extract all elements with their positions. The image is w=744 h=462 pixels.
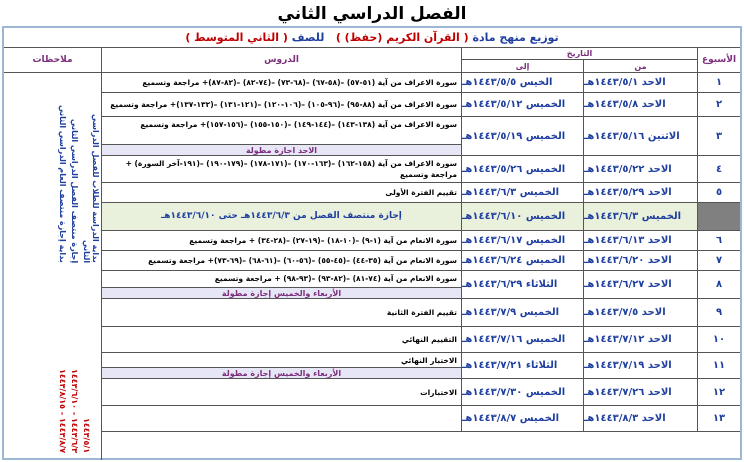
lesson-text: سورة الانعام من آية (١-٩) –(١٠-١٨) –(١٩-٢٧) –(٢٨-٣٤) + مراجعة وتسميع xyxy=(189,236,457,245)
header-from: من xyxy=(584,60,698,73)
row-from: الاحد ١٤٤٣/٧/١٩هـ xyxy=(584,353,698,379)
row-week: ١٣ xyxy=(698,406,740,432)
row-from: الاحد ١٤٤٣/٧/١٢هـ xyxy=(584,327,698,353)
row-from: الخميس ١٤٤٣/٦/٣هـ xyxy=(584,203,698,231)
lesson-text: تقييم الفترة الأولى xyxy=(385,188,457,197)
row-lesson xyxy=(102,156,462,183)
row-from: الاثنين ١٤٤٣/٥/١٦هـ xyxy=(584,117,698,156)
row-week: ١ xyxy=(698,73,740,93)
row-to: الخميس ١٤٤٣/٦/٣هـ xyxy=(462,183,584,203)
row-to: الخميس ١٤٤٣/٥/١٢هـ xyxy=(462,93,584,117)
header-week: الأسبوع xyxy=(698,48,740,73)
row-to: الخميس ١٤٤٣/٦/٢٤هـ xyxy=(462,251,584,271)
row-from: الاحد ١٤٤٣/٥/٢٩هـ xyxy=(584,183,698,203)
banner-prefix: توزيع منهج مادة xyxy=(472,31,559,44)
row-week: ٩ xyxy=(698,299,740,327)
banner-subject: ( القرآن الكريم (حفظ) ) xyxy=(335,31,469,44)
row-to: الخميس ١٤٤٣/٦/١٠هـ xyxy=(462,203,584,231)
row-from: الاحد ١٤٤٣/٦/٢٠هـ xyxy=(584,251,698,271)
row-lesson xyxy=(102,271,462,299)
lesson-text: سورة الاعراف من آية (١٣٨-١٤٣) –(١٤٤-١٤٩) –(١٥٠-١٥٥) –(١٥٦-١٥٧)+ مراجعة وتسميع xyxy=(140,120,457,129)
lesson-note: الاحد اجازة مطولة xyxy=(102,144,461,155)
row-week: ٢ xyxy=(698,93,740,117)
row-lesson xyxy=(102,353,462,379)
row-week: ٤ xyxy=(698,156,740,183)
lesson-text: سورة الاعراف من آية (١٥٨-١٦٢) –(١٦٣-١٧٠) –(١٧١-١٧٨) –(١٧٩-١٩٠) –(١٩١-آخر السورة) + مراجعة وتسميع xyxy=(125,159,457,179)
lesson-text: الاختبار النهائي xyxy=(400,356,457,365)
lesson-note: الأربعاء والخميس إجازة مطولة xyxy=(102,287,461,298)
header-lessons: الدروس xyxy=(102,48,462,73)
row-lesson xyxy=(102,406,462,432)
banner-class: ( الثاني المتوسط ) xyxy=(185,31,288,44)
row-to: الخميس ١٤٤٣/٧/٣٠هـ xyxy=(462,379,584,406)
lesson-text: التقييم النهائي xyxy=(401,335,457,344)
schedule-table xyxy=(2,26,742,460)
lesson-text: تقييم الفترة الثانية xyxy=(386,308,457,317)
note-dates-2: ١٤٤٣/٦/٣ - ١٤٤٣/٦/١٠ xyxy=(70,368,79,453)
row-week: ٦ xyxy=(698,231,740,251)
banner-class-prefix: للصف xyxy=(291,31,325,44)
header-to: إلى xyxy=(462,60,584,73)
row-week: ٣ xyxy=(698,117,740,156)
note-dates-3: ١٤٤٣/٨/٧ - ١٤٤٣/٨/١٥ xyxy=(58,368,67,453)
row-week: ١٠ xyxy=(698,327,740,353)
row-to: الخميس ١٤٤٣/٥/٢٦هـ xyxy=(462,156,584,183)
row-to: الثلاثاء ١٤٤٣/٦/٢٩هـ xyxy=(462,271,584,299)
row-to: الثلاثاء ١٤٤٣/٧/٢١هـ xyxy=(462,353,584,379)
row-lesson xyxy=(102,203,462,231)
row-to: الخميس ١٤٤٣/٧/٩هـ xyxy=(462,299,584,327)
row-from: الاحد ١٤٤٣/٧/٥هـ xyxy=(584,299,698,327)
note-line-1: بداية الدراسة للطلاب للفصل الدراسي الثاني xyxy=(82,114,100,263)
row-lesson xyxy=(102,379,462,406)
note-line-3: بداية إجازة منتصف العام الدراسي الثاني xyxy=(58,105,67,263)
row-to: الخميس ١٤٤٣/٨/٧هـ xyxy=(462,406,584,432)
row-from: الاحد ١٤٤٣/٦/١٣هـ xyxy=(584,231,698,251)
lesson-text: سورة الانعام من آية (٧٤-٨١) –(٨٢-٩٣) –(٩٣-٩٨) + مراجعة وتسميع xyxy=(214,274,457,283)
lesson-text: الاختبارات xyxy=(420,387,457,397)
page-title: الفصل الدراسي الثاني xyxy=(277,4,467,24)
lesson-text: إجازة منتصف الفصل من ١٤٤٣/٦/٣هـ حتى ١٤٤٣/٦/١٠هـ xyxy=(161,211,402,221)
lesson-text: سورة الاعراف من آية (٨٨-٩٥) –(٩٦-١٠٥) –(١٠٦-١٢٠) –(١٢١-١٣١) –(١٣٢-١٣٧)+ مراجعة وتسميع xyxy=(110,100,457,109)
row-to: الخميس ١٤٤٣/٧/١٦هـ xyxy=(462,327,584,353)
lesson-text: سورة الاعراف من آية (٥١-٥٧) –(٥٨-٦٧) –(٦٨-٧٣) –(٧٤-٨٢) –(٨٢-٨٧)+ مراجعة وتسميع xyxy=(142,78,457,87)
row-from: الاحد ١٤٤٣/٨/٣هـ xyxy=(584,406,698,432)
row-week: ١٢ xyxy=(698,379,740,406)
row-from: الاحد ١٤٤٣/٦/٢٧هـ xyxy=(584,271,698,299)
row-lesson xyxy=(102,299,462,327)
row-lesson xyxy=(102,327,462,353)
row-from: الاحد ١٤٤٣/٥/٨هـ xyxy=(584,93,698,117)
row-week xyxy=(698,203,740,231)
row-lesson xyxy=(102,93,462,117)
header-notes: ملاحظات xyxy=(4,48,102,73)
note-line-2: إجازة منتصف الفصل الدراسي الثاني xyxy=(70,118,79,263)
row-to: الخميس ١٤٤٣/٦/١٧هـ xyxy=(462,231,584,251)
row-week: ٨ xyxy=(698,271,740,299)
row-from: الاحد ١٤٤٣/٧/٢٦هـ xyxy=(584,379,698,406)
row-week: ٧ xyxy=(698,251,740,271)
notes-column xyxy=(4,73,102,460)
header-date: التاريخ xyxy=(462,48,698,60)
row-to: الخيس ١٤٤٣/٥/٥هـ xyxy=(462,73,584,93)
row-from: الاحد ١٤٤٣/٥/٢٢هـ xyxy=(584,156,698,183)
row-lesson xyxy=(102,183,462,203)
row-lesson xyxy=(102,231,462,251)
note-dates-1: ١٤٤٣/٥/١ xyxy=(82,417,91,453)
row-to: الخميس ١٤٤٣/٥/١٩هـ xyxy=(462,117,584,156)
table-banner xyxy=(4,28,740,48)
lesson-note: الأربعاء والخميس إجازة مطولة xyxy=(102,367,461,378)
lesson-text: سورة الانعام من آية (٣٥-٤٤) –(٤٥-٥٥) –(٥٦-٦٠) –(٦١-٦٨) –(٦٩-٧٣)+ مراجعة وتسميع xyxy=(148,256,457,265)
row-from: الاحد ١٤٤٣/٥/١هـ xyxy=(584,73,698,93)
row-lesson xyxy=(102,117,462,156)
row-lesson xyxy=(102,251,462,271)
row-week: ١١ xyxy=(698,353,740,379)
row-week: ٥ xyxy=(698,183,740,203)
row-lesson xyxy=(102,73,462,93)
